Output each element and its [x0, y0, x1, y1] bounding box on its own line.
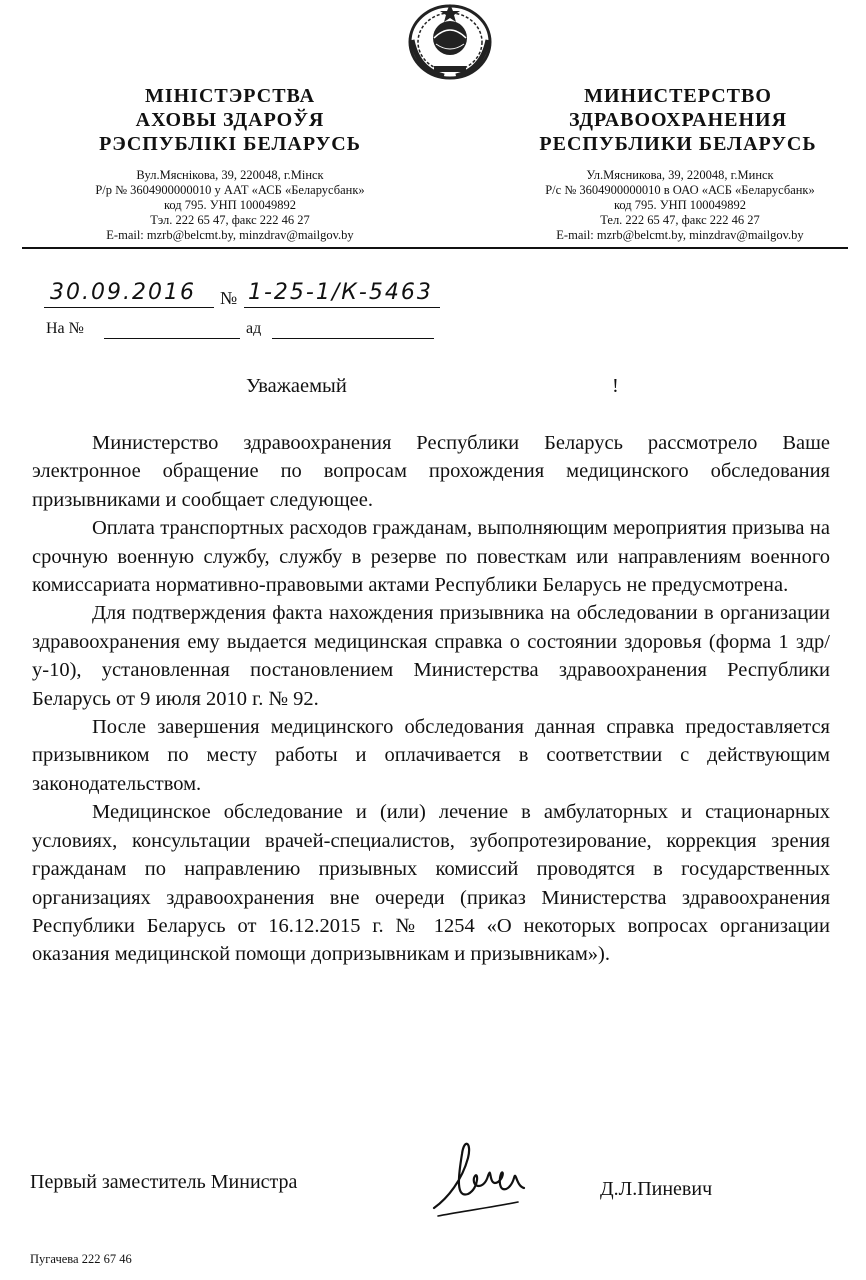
number-sign: №: [220, 288, 238, 308]
code-be: код 795. УНП 100049892: [163, 198, 297, 212]
letter-body: [32, 429, 830, 969]
number-underline: [244, 307, 440, 308]
date-underline: [44, 307, 214, 308]
header-divider: [22, 247, 848, 249]
header-ru-line3: РЕСПУБЛИКИ БЕЛАРУСЬ: [539, 133, 817, 155]
greeting-exclamation: !: [612, 375, 619, 397]
registration-number: 1-25-1/К-5463: [248, 280, 433, 305]
ministry-header-ru: [478, 84, 866, 156]
reference-label: На №: [46, 320, 84, 337]
contact-block-be: [40, 168, 420, 243]
header-be-line1: МІНІСТЭРСТВА: [144, 85, 316, 107]
reference-date-line: [272, 338, 434, 339]
email-ru: E-mail: mzrb@belcmt.by, minzdrav@mailgov.by: [556, 228, 804, 242]
account-ru: Р/с № 3604900000010 в ОАО «АСБ «Беларусбанк»: [545, 183, 815, 197]
phone-be: Тэл. 222 65 47, факс 222 46 27: [150, 213, 310, 227]
contact-block-ru: [480, 168, 866, 243]
phone-ru: Тел. 222 65 47, факс 222 46 27: [600, 213, 760, 227]
handwritten-signature-icon: [428, 1128, 548, 1228]
header-ru-line2: ЗДРАВООХРАНЕНИЯ: [568, 109, 788, 131]
executor-note: Пугачева 222 67 46: [30, 1252, 132, 1266]
paragraph-2: Оплата транспортных расходов гражданам, выполняющим мероприятия призыва на срочную военную службу, службу в резерве по повесткам или направлениям военного комиссариата нормативно-правовыми актами Республики Беларусь не предусмотрена.: [32, 517, 830, 597]
address-be: Вул.Мяснікова, 39, 220048, г.Мінск: [136, 168, 324, 182]
state-emblem-icon: [404, 0, 496, 82]
paragraph-3: Для подтверждения факта нахождения призывника на обследовании в организации здравоохранения ему выдается медицинская справка о состоянии здоровья (форма 1 здр/у-10), установленная постановлением Министерства здравоохранения Республики Беларусь от 9 июля 2010 г. № 92.: [32, 602, 830, 710]
header-be-line2: АХОВЫ ЗДАРОЎЯ: [135, 109, 325, 131]
address-ru: Ул.Мясникова, 39, 220048, г.Минск: [586, 168, 774, 182]
paragraph-5: Медицинское обследование и (или) лечение в амбулаторных и стационарных условиях, консультации врачей-специалистов, зубопротезирование, коррекция зрения гражданам по направлению призывных комиссий проводятся в государственных организациях здравоохранения вне очереди (приказ Министерства здравоохранения Республики Беларусь от 16.12.2015 г. № 1254 «О некоторых вопросах организации оказания медицинской помощи допризывникам и призывникам»).: [32, 801, 830, 966]
signatory-name: Д.Л.Пиневич: [600, 1178, 713, 1200]
code-ru: код 795. УНП 100049892: [613, 198, 747, 212]
email-be: E-mail: mzrb@belcmt.by, minzdrav@mailgov.by: [106, 228, 354, 242]
paragraph-4: После завершения медицинского обследования данная справка предоставляется призывником по месту работы и оплачивается в соответствии с действующим законодательством.: [32, 716, 830, 795]
ministry-header-be: [40, 84, 420, 156]
header-ru-line1: МИНИСТЕРСТВО: [584, 85, 772, 107]
reference-from-label: ад: [246, 320, 262, 337]
paragraph-1: Министерство здравоохранения Республики Беларусь рассмотрело Ваше электронное обращение по вопросам прохождения медицинского обследования призывниками и сообщает следующее.: [32, 432, 830, 511]
header-be-line3: РЭСПУБЛІКІ БЕЛАРУСЬ: [99, 133, 361, 155]
signatory-title: Первый заместитель Министра: [30, 1171, 298, 1193]
greeting: Уважаемый: [246, 375, 347, 397]
reference-number-line: [104, 338, 240, 339]
account-be: Р/р № 3604900000010 у ААТ «АСБ «Беларусбанк»: [95, 183, 365, 197]
registration-date: 30.09.2016: [50, 280, 196, 305]
